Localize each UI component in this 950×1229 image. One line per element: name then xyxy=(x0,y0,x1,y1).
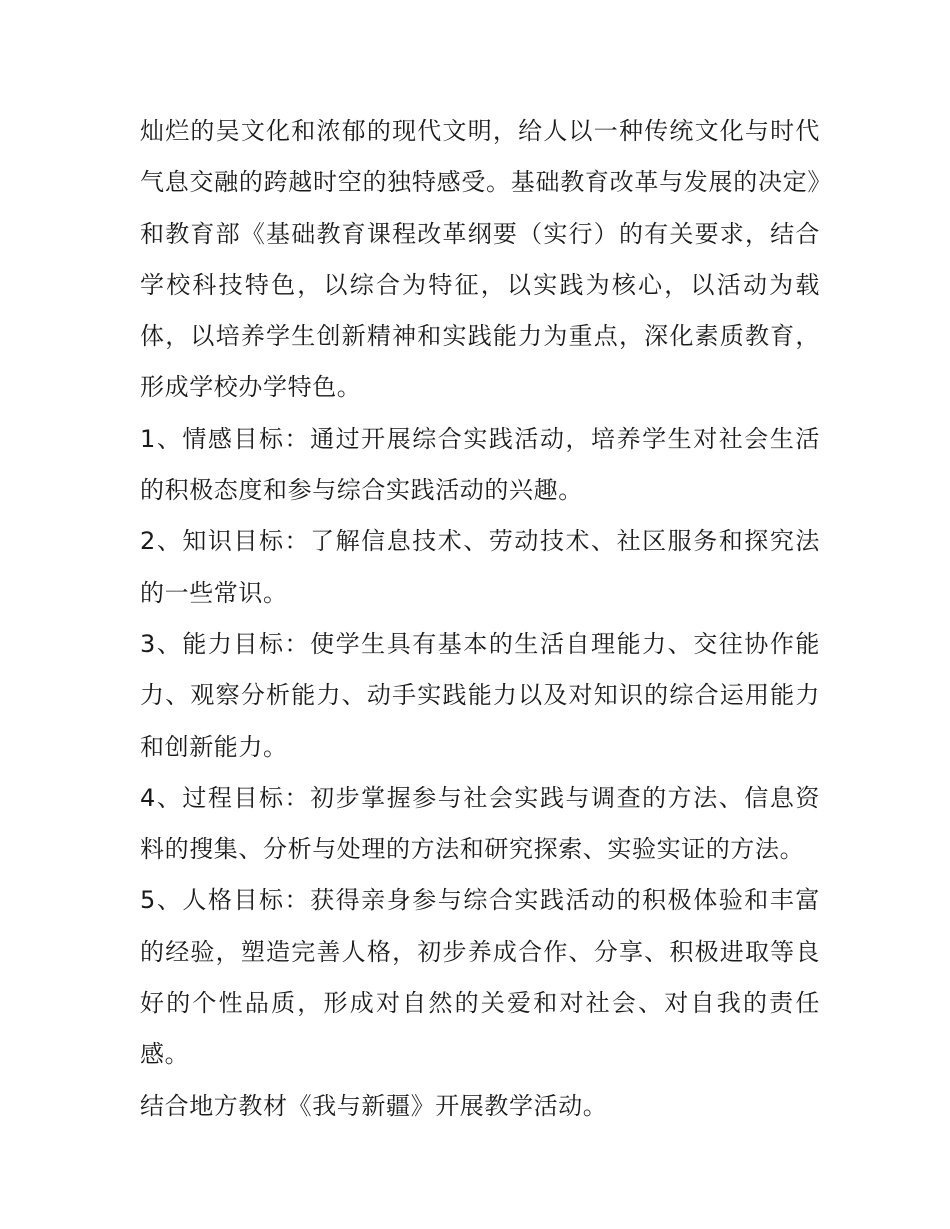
intro-paragraph: 灿烂的吴文化和浓郁的现代文明，给人以一种传统文化与时代气息交融的跨越时空的独特感受。基础教育改革与发展的决定》和教育部《基础教育课程改革纲要（实行）的有关要求，结合学校科技特色，以综合为特征，以实践为核心，以活动为载体，以培养学生创新精神和实践能力为重点，深化素质教育，形成学校办学特色。 xyxy=(140,117,820,402)
goal-process-paragraph: 4、过程目标：初步掌握参与社会实践与调查的方法、信息资料的搜集、分析与处理的方法和研究探索、实验实证的方法。 xyxy=(140,783,820,864)
goal-emotion-paragraph: 1、情感目标：通过开展综合实践活动，培养学生对社会生活的积极态度和参与综合实践活动的兴趣。 xyxy=(140,424,820,505)
goal-knowledge-paragraph: 2、知识目标：了解信息技术、劳动技术、社区服务和探究法的一些常识。 xyxy=(140,527,820,607)
document-body xyxy=(140,106,820,1132)
goal-personality-paragraph: 5、人格目标：获得亲身参与综合实践活动的积极体验和丰富的经验，塑造完善人格，初步养成合作、分享、积极进取等良好的个性品质，形成对自然的关爱和对社会、对自我的责任感。 xyxy=(140,886,820,1069)
goal-ability-paragraph: 3、能力目标：使学生具有基本的生活自理能力、交往协作能力、观察分析能力、动手实践能力以及对知识的综合运用能力和创新能力。 xyxy=(140,629,820,761)
closing-paragraph: 结合地方教材《我与新疆》开展教学活动。 xyxy=(140,1091,608,1120)
